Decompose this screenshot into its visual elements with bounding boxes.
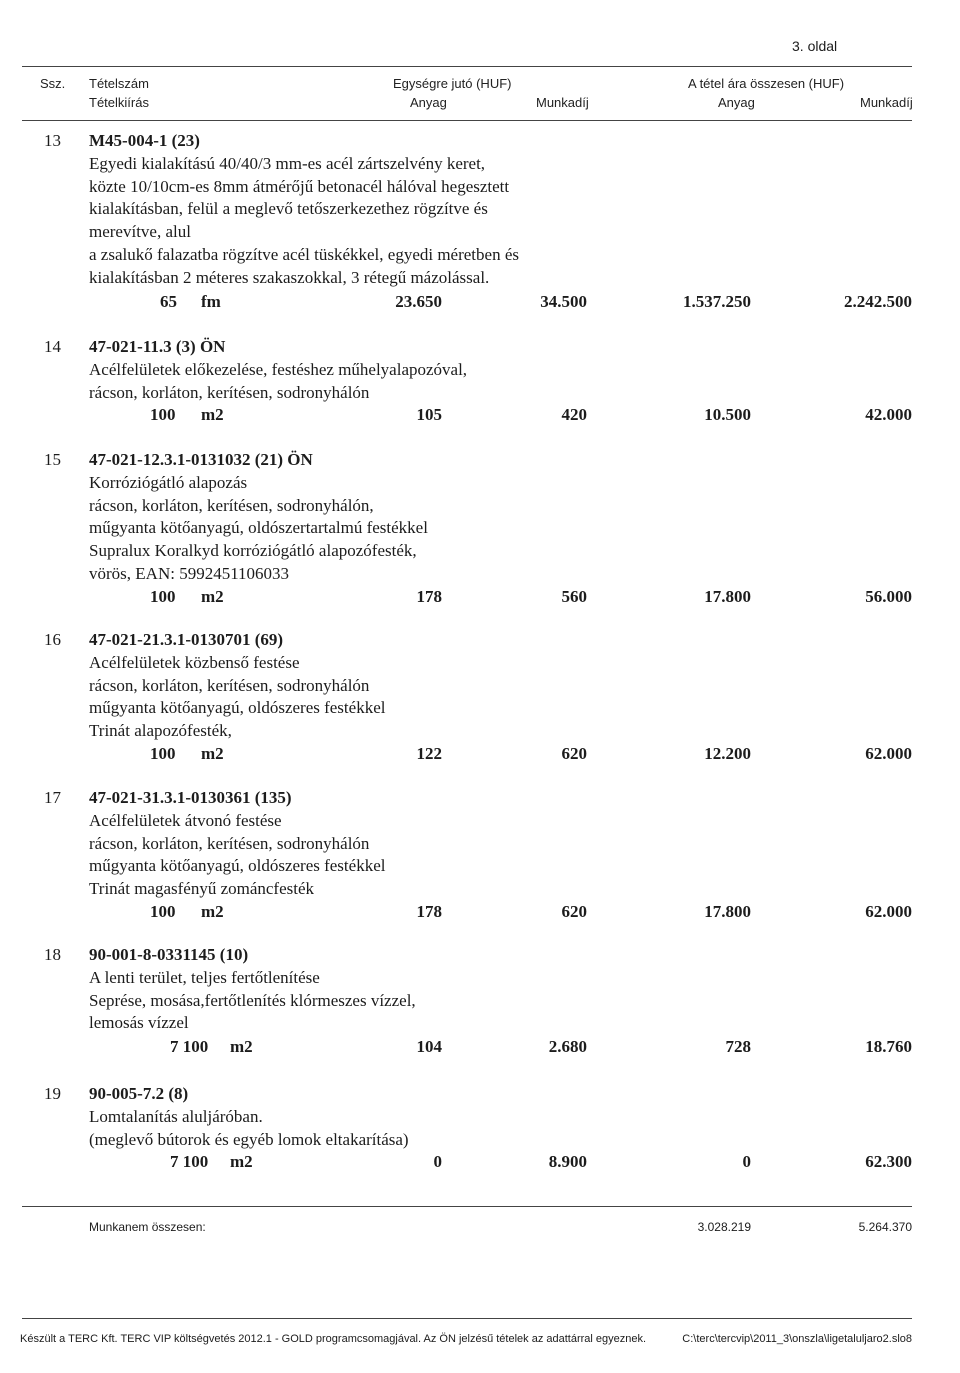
- item-description: [89, 359, 467, 404]
- item-number: 15: [44, 450, 61, 469]
- item-code: 47-021-31.3.1-0130361 (135): [89, 788, 292, 807]
- item-total-anyag: 1.537.250: [683, 292, 751, 311]
- item-description-line: rácson, korláton, kerítésen, sodronyhálón: [89, 675, 370, 695]
- item-quantity: 100: [150, 902, 176, 921]
- item-total-munkadij: 42.000: [865, 405, 912, 424]
- item-description-line: műgyanta kötőanyagú, oldószertartalmú festékkel: [89, 518, 428, 538]
- item-unit-munkadij: 620: [561, 744, 587, 763]
- footer-rule: [22, 1318, 912, 1319]
- item-number: 19: [44, 1084, 61, 1103]
- item-description-line: Trinát alapozófesték,: [89, 721, 232, 741]
- item-description-line: lemosás vízzel: [89, 1013, 189, 1033]
- item-description: [89, 472, 428, 586]
- item-description-line: Supralux Koralkyd korróziógátló alapozófesték,: [89, 541, 417, 561]
- item-quantity: 100: [150, 587, 176, 606]
- header-unit-anyag: Anyag: [410, 95, 447, 110]
- item-description: [89, 1106, 409, 1151]
- item-description-line: kialakításban 2 méteres szakaszokkal, 3 rétegű mázolással.: [89, 267, 490, 287]
- item-description-line: közte 10/10cm-es 8mm átmérőjű betonacél hálóval hegesztett: [89, 176, 510, 196]
- item-quantity: 7 100: [170, 1037, 209, 1056]
- footer-file-path: C:\terc\tercvip\2011_3\onszla\ligetaluljaro2.slo8: [682, 1333, 912, 1345]
- item-unit-anyag: 105: [416, 405, 442, 424]
- header-total-price: A tétel ára összesen (HUF): [688, 76, 845, 91]
- item-unit-munkadij: 620: [561, 902, 587, 921]
- item-description-line: merevítve, alul: [89, 222, 191, 242]
- item-description: [89, 967, 416, 1035]
- item-number: 16: [44, 630, 61, 649]
- header-total-anyag: Anyag: [718, 95, 755, 110]
- footer-note: Készült a TERC Kft. TERC VIP költségvetés 2012.1 - GOLD programcsomagjával. Az ÖN jelzésű tételek az adattárral egyeznek.: [20, 1333, 647, 1345]
- item-description: [89, 810, 385, 901]
- item-total-anyag: 12.200: [704, 744, 751, 763]
- item-description: [89, 652, 385, 743]
- item-total-anyag: 0: [742, 1152, 751, 1171]
- item-unit-munkadij: 2.680: [548, 1037, 587, 1056]
- item-total-anyag: 17.800: [704, 902, 751, 921]
- item-unit-munkadij: 560: [561, 587, 587, 606]
- item-number: 14: [44, 337, 61, 356]
- item-total-munkadij: 18.760: [865, 1037, 912, 1056]
- item-total-anyag: 10.500: [704, 405, 751, 424]
- item-description-line: vörös, EAN: 5992451106033: [89, 563, 290, 583]
- item-description-line: Korróziógátló alapozás: [89, 473, 248, 492]
- item-total-anyag: 17.800: [704, 587, 751, 606]
- item-total-munkadij: 62.000: [865, 902, 912, 921]
- item-unit: fm: [201, 292, 221, 311]
- header-unit-price: Egységre jutó (HUF): [393, 76, 512, 91]
- item-number: 18: [44, 945, 61, 964]
- item-unit: m2: [230, 1152, 253, 1171]
- item-code: 47-021-21.3.1-0130701 (69): [89, 630, 284, 649]
- item-unit-anyag: 122: [416, 744, 442, 763]
- item-description-line: Egyedi kialakítású 40/40/3 mm-es acél zártszelvény keret,: [89, 154, 486, 173]
- item-code: 90-005-7.2 (8): [89, 1084, 189, 1103]
- item-code: 47-021-12.3.1-0131032 (21) ÖN: [89, 450, 313, 469]
- item-quantity: 100: [150, 744, 176, 763]
- item-total-munkadij: 56.000: [865, 587, 912, 606]
- item-description-line: rácson, korláton, kerítésen, sodronyhálón,: [89, 495, 374, 515]
- item-description-line: A lenti terület, teljes fertőtlenítése: [89, 968, 320, 987]
- item-code: M45-004-1 (23): [89, 131, 200, 150]
- header-bottom-rule: [22, 120, 912, 121]
- header-unit-munkadij: Munkadíj: [536, 95, 589, 110]
- item-description-line: rácson, korláton, kerítésen, sodronyhálón: [89, 382, 370, 402]
- item-code: 47-021-11.3 (3) ÖN: [89, 337, 226, 356]
- item-unit-munkadij: 8.900: [548, 1152, 587, 1171]
- item-description-line: műgyanta kötőanyagú, oldószeres festékkel: [89, 698, 386, 718]
- item-description-line: (meglevő bútorok és egyéb lomok eltakarítása): [89, 1129, 409, 1149]
- item-unit: m2: [201, 405, 224, 424]
- item-unit-anyag: 178: [416, 902, 442, 921]
- item-unit: m2: [201, 587, 224, 606]
- item-description-line: rácson, korláton, kerítésen, sodronyhálón: [89, 833, 370, 853]
- item-quantity: 100: [150, 405, 176, 424]
- item-total-anyag: 728: [725, 1037, 751, 1056]
- summary-total-anyag: 3.028.219: [697, 1220, 751, 1234]
- summary-rule: [22, 1206, 912, 1207]
- item-unit-anyag: 23.650: [395, 292, 442, 311]
- item-description-line: Acélfelületek közbenső festése: [89, 653, 300, 672]
- item-unit-munkadij: 420: [561, 405, 587, 424]
- item-number: 17: [44, 788, 61, 807]
- summary-label: Munkanem összesen:: [89, 1220, 206, 1234]
- item-code: 90-001-8-0331145 (10): [89, 945, 249, 964]
- item-unit: m2: [201, 902, 224, 921]
- header-tetelkiiras: Tételkiírás: [89, 95, 149, 110]
- summary-total-munkadij: 5.264.370: [858, 1220, 912, 1234]
- header-tetelszam: Tételszám: [89, 76, 149, 91]
- item-description-line: kialakításban, felül a meglevő tetőszerkezethez rögzítve és: [89, 199, 488, 219]
- item-unit-anyag: 178: [416, 587, 442, 606]
- header-top-rule: [22, 66, 912, 67]
- item-number: 13: [44, 131, 61, 150]
- item-unit: m2: [201, 744, 224, 763]
- item-description-line: műgyanta kötőanyagú, oldószeres festékkel: [89, 856, 386, 876]
- item-description-line: a zsalukő falazatba rögzítve acél tüskékkel, egyedi méretben és: [89, 244, 519, 264]
- page-number: 3. oldal: [792, 38, 838, 54]
- item-quantity: 7 100: [170, 1152, 209, 1171]
- header-ssz: Ssz.: [40, 76, 66, 91]
- item-description-line: Seprése, mosása,fertőtlenítés klórmeszes vízzel,: [89, 990, 416, 1010]
- item-description: [89, 153, 519, 289]
- item-total-munkadij: 62.000: [865, 744, 912, 763]
- item-total-munkadij: 2.242.500: [844, 292, 912, 311]
- item-description-line: Acélfelületek átvonó festése: [89, 811, 282, 830]
- item-unit-anyag: 0: [433, 1152, 442, 1171]
- item-quantity: 65: [160, 292, 177, 311]
- item-description-line: Acélfelületek előkezelése, festéshez műhelyalapozóval,: [89, 360, 468, 379]
- item-unit-anyag: 104: [416, 1037, 442, 1056]
- item-unit-munkadij: 34.500: [540, 292, 587, 311]
- item-unit: m2: [230, 1037, 253, 1056]
- header-total-munkadij: Munkadíj: [860, 95, 913, 110]
- item-description-line: Lomtalanítás aluljáróban.: [89, 1107, 263, 1126]
- item-description-line: Trinát magasfényű zománcfesték: [89, 879, 315, 899]
- item-total-munkadij: 62.300: [865, 1152, 912, 1171]
